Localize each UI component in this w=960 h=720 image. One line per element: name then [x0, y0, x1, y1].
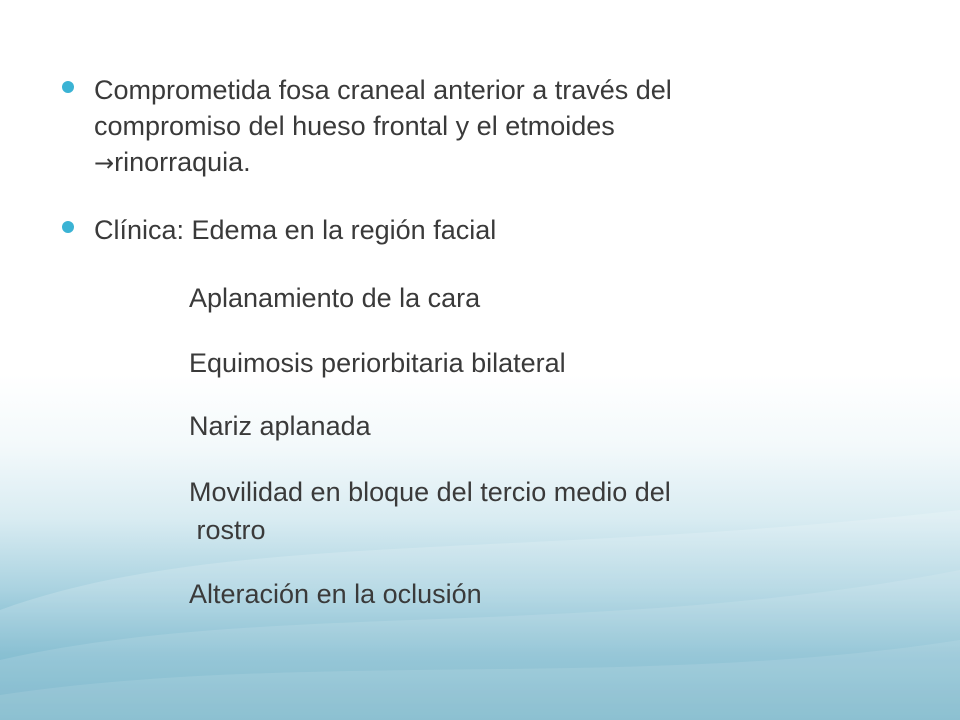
bullet-text: [94, 72, 814, 181]
bullet-line: compromiso del hueso frontal y el etmoides: [94, 111, 615, 141]
sub-item-aplanamiento: Aplanamiento de la cara: [189, 283, 481, 313]
bullet-line-text: rinorraquia.: [114, 147, 251, 177]
bullet-line: Comprometida fosa craneal anterior a través del: [94, 75, 672, 105]
sub-item-alteracion: Alteración en la oclusión: [189, 579, 482, 609]
bullet-dot-icon: [62, 221, 74, 233]
sub-item-nariz: Nariz aplanada: [189, 411, 371, 441]
bullet-item-fosa-craneal: [62, 72, 814, 181]
bullet-line: [94, 144, 814, 181]
bullet-dot-icon: [62, 81, 74, 93]
sub-item-movilidad-continuation: rostro: [189, 515, 266, 545]
bullet-text: Clínica: Edema en la región facial: [94, 215, 497, 245]
sub-item-movilidad: Movilidad en bloque del tercio medio del: [189, 477, 671, 507]
bullet-item-clinica: [62, 212, 814, 248]
arrow-right-icon: →: [94, 149, 115, 177]
sub-item-equimosis: Equimosis periorbitaria bilateral: [189, 348, 566, 378]
